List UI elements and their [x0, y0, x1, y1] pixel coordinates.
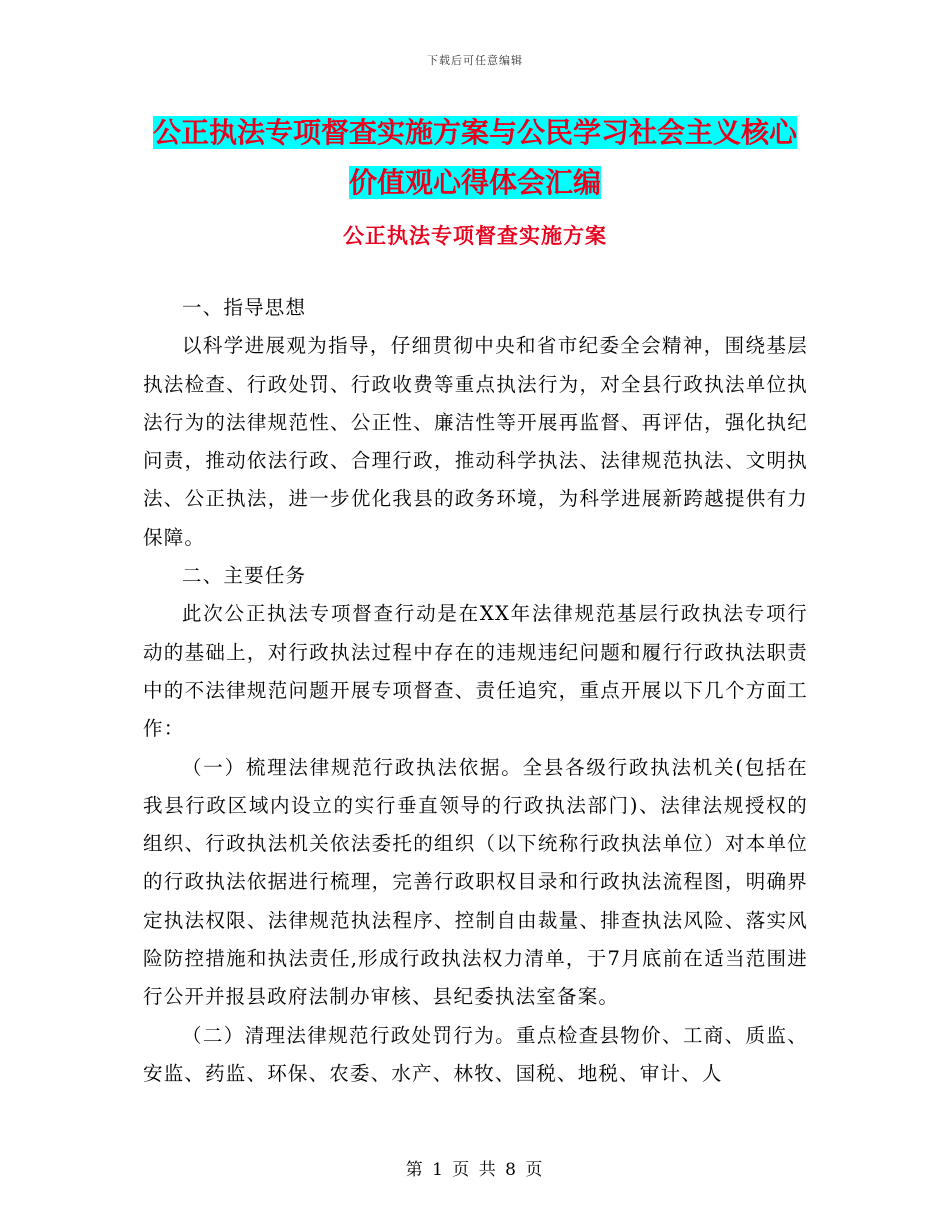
paragraph: （一）梳理法律规范行政执法依据。全县各级行政执法机关(包括在我县行政区域内设立的实行垂直领导的行政执法部门)、法律法规授权的组织、行政执法机关依法委托的组织（以下统称行政执法单位）对本单位的行政执法依据进行梳理，完善行政职权目录和行政执法流程图，明确界定执法权限、法律规范执法程序、控制自由裁量、排查执法风险、落实风险防控措施和执法责任,形成行政执法权力清单，于7月底前在适当范围进行公开并报县政府法制办审核、县纪委执法室备案。	[143, 755, 808, 1009]
paragraph: 以科学进展观为指导，仔细贯彻中央和省市纪委全会精神，围绕基层执法检查、行政处罚、行政收费等重点执法行为，对全县行政执法单位执法行为的法律规范性、公正性、廉洁性等开展再监督、再评估，强化执纪问责，推动依法行政、合理行政，推动科学执法、法律规范执法、文明执法、公正执法，进一步优化我县的政务环境，为科学进展新跨越提供有力保障。	[143, 334, 808, 549]
heading-main-tasks: 二、主要任务	[182, 564, 307, 588]
paragraph: 此次公正执法专项督查行动是在XX年法律规范基层行政执法专项行动的基础上，对行政执法过程中存在的违规违纪问题和履行行政执法职责中的不法律规范问题开展专项督查、责任追究，重点开展以下几个方面工作：	[143, 602, 808, 741]
section-title: 公正执法专项督查实施方案	[343, 223, 607, 248]
paragraph: （二）清理法律规范行政处罚行为。重点检查县物价、工商、质监、安监、药监、环保、农委、水产、林牧、国税、地税、审计、人	[143, 1023, 808, 1085]
main-title-line1: 公正执法专项督查实施方案与公民学习社会主义核心	[152, 116, 797, 149]
main-title	[140, 108, 810, 208]
document-body	[143, 289, 808, 1093]
header-note: 下载后可任意编辑	[427, 54, 523, 67]
main-title-line2: 价值观心得体会汇编	[348, 166, 601, 199]
heading-guiding-ideology: 一、指导思想	[182, 296, 307, 319]
page-footer: 第 1 页 共 8 页	[405, 1160, 545, 1180]
